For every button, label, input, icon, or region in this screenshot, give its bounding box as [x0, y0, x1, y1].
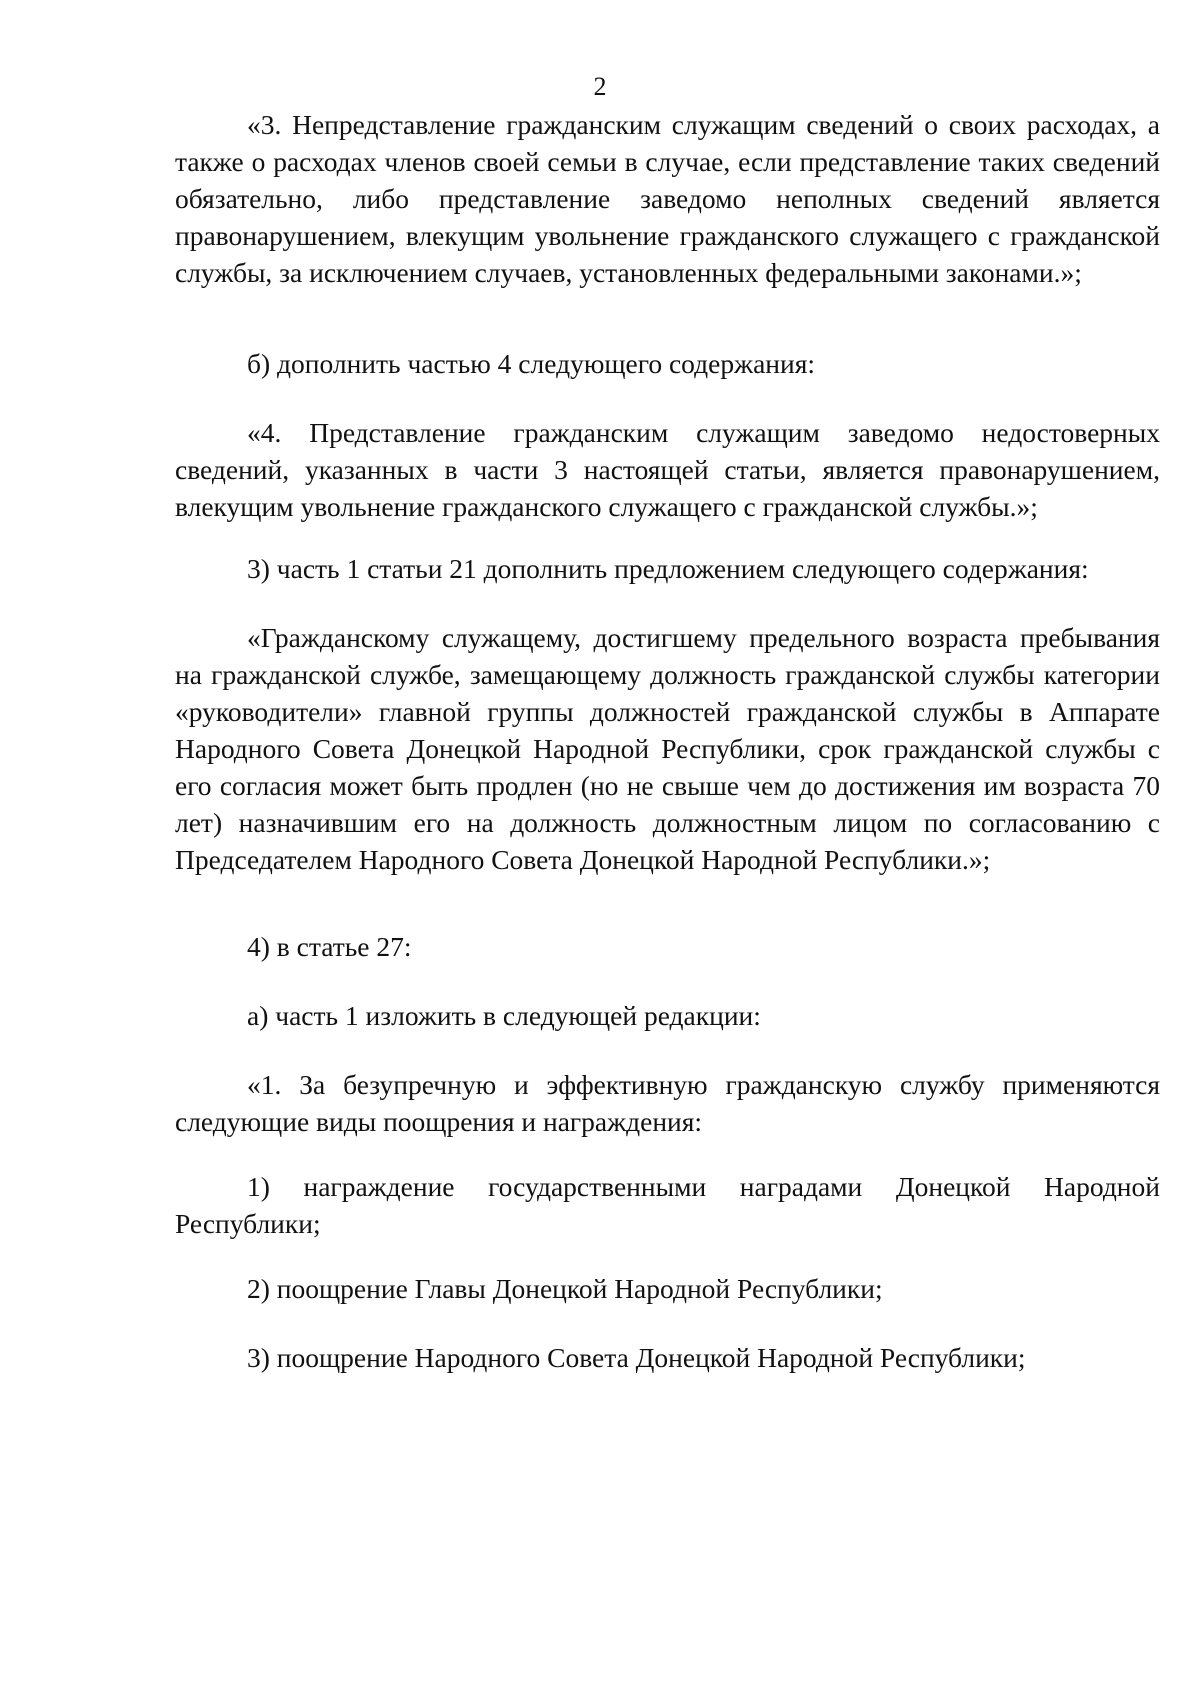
list-item-head-incentive: 2) поощрение Главы Донецкой Народной Республики; — [247, 1273, 883, 1304]
paragraph-article-21: 3) часть 1 статьи 21 дополнить предложением следующего содержания: — [247, 553, 1089, 584]
paragraph-article-27: 4) в статье 27: — [247, 931, 412, 962]
list-item-state-awards: 1) награждение государственными наградами Донецкой Народной Республики; — [175, 1171, 1160, 1239]
paragraph-add-part-4: б) дополнить частью 4 следующего содержания: — [247, 348, 816, 379]
paragraph-part-1-text: «1. За безупречную и эффективную гражданскую службу применяются следующие виды поощрения и награждения: — [175, 1069, 1160, 1137]
paragraph-article-21-text: «Гражданскому служащему, достигшему предельного возраста пребывания на гражданской службе, замещающему должность гражданской службы категории «руководители» главной группы должностей гражданской службы в Аппарате Народного Совета Донецкой Народной Республики, срок гражданской службы с его согласия может быть продлен (но не свыше чем до достижения им возраста 70 лет) назначившим его на должность должностным лицом по согласованию с Председателем Народного Совета Донецкой Народной Республики.»; — [175, 622, 1160, 875]
paragraph-part-4-text: «4. Представление гражданским служащим заведомо недостоверных сведений, указанных в части 3 настоящей статьи, является правонарушением, влекущим увольнение гражданского служащего с гражданской службы.»; — [175, 417, 1160, 522]
paragraph-part-1-edit: а) часть 1 изложить в следующей редакции: — [247, 1000, 761, 1031]
page-number: 2 — [593, 72, 607, 101]
list-item-council-incentive: 3) поощрение Народного Совета Донецкой Народной Республики; — [247, 1342, 1026, 1373]
paragraph-part-3-text: «3. Непредставление гражданским служащим сведений о своих расходах, а также о расходах членов своей семьи в случае, если представление таких сведений обязательно, либо представление заведомо неполных сведений является правонарушением, влекущим увольнение гражданского служащего с гражданской службы, за исключением случаев, установленных федеральными законами.»; — [175, 109, 1160, 288]
